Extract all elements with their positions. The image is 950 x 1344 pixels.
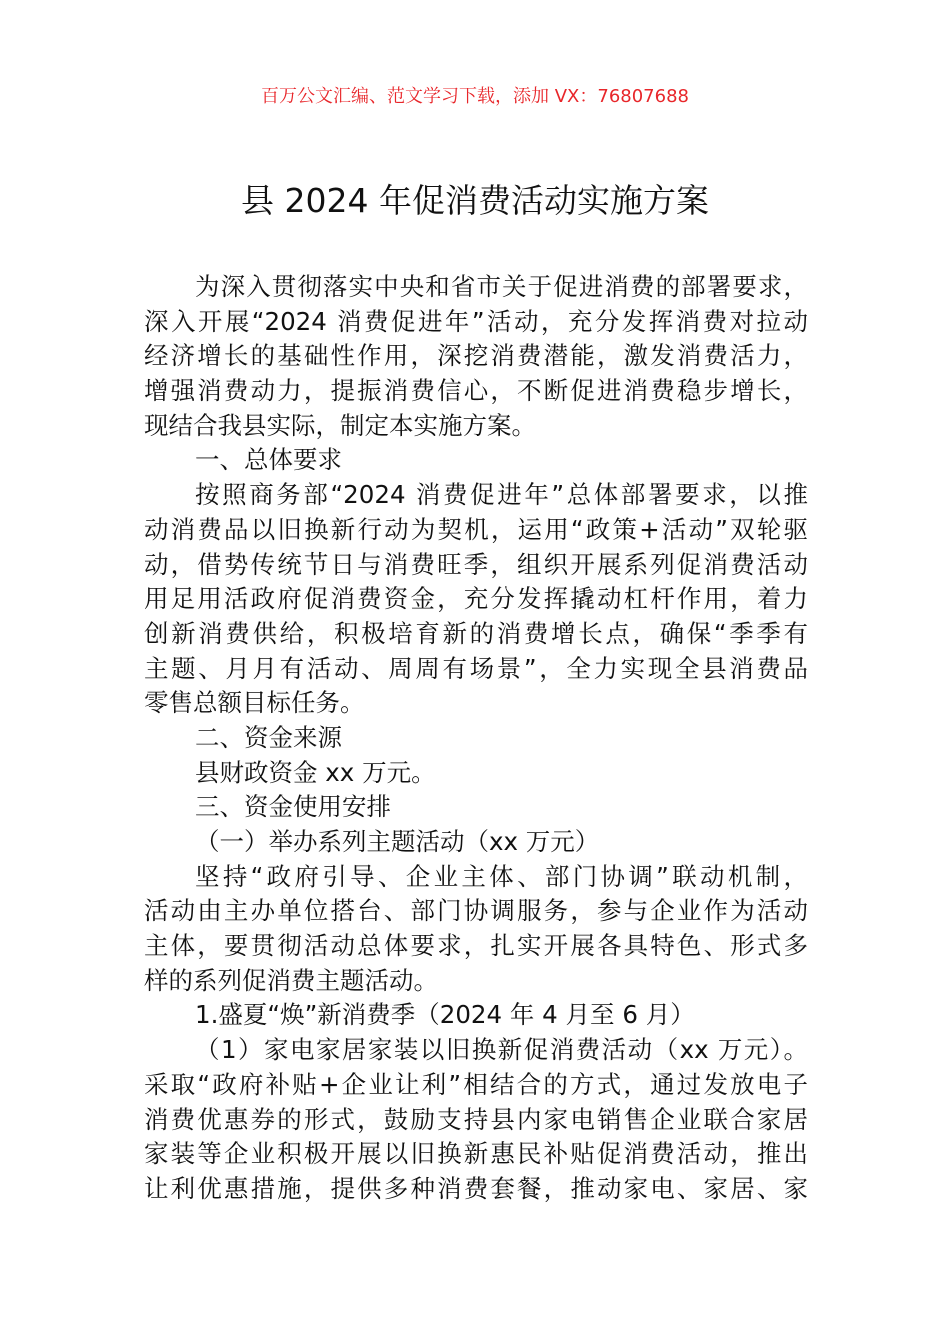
text-line: 让利优惠措施，提供多种消费套餐，推动家电、家居、家	[144, 1173, 808, 1203]
text-line: 二、资金来源	[195, 722, 342, 752]
text-line: 活动由主办单位搭台、部门协调服务，参与企业作为活动	[144, 896, 808, 926]
document-body	[144, 270, 808, 1207]
text-line: 现结合我县实际，制定本实施方案。	[144, 410, 536, 440]
text-line: 一、总体要求	[195, 445, 342, 475]
text-line: 主体，要贯彻活动总体要求，扎实开展各具特色、形式多	[144, 931, 808, 961]
text-line: 按照商务部“2024 消费促进年”总体部署要求，以推	[195, 480, 808, 510]
text-line: 消费优惠券的形式，鼓励支持县内家电销售企业联合家居	[144, 1104, 808, 1134]
watermark-banner: 百万公文汇编、范文学习下载，添加 VX：76807688	[261, 86, 689, 107]
text-line: 县财政资金 xx 万元。	[195, 757, 436, 787]
document-title: 县 2024 年促消费活动实施方案	[241, 181, 709, 220]
text-line: 创新消费供给，积极培育新的消费增长点，确保“季季有	[144, 618, 808, 648]
text-line: 坚持“政府引导、企业主体、部门协调”联动机制，	[195, 861, 808, 891]
text-line: 动消费品以旧换新行动为契机，运用“政策+活动”双轮驱	[144, 514, 808, 544]
text-line: 三、资金使用安排	[195, 792, 391, 822]
text-line: 样的系列促消费主题活动。	[144, 965, 438, 995]
text-line: 主题、月月有活动、周周有场景”，全力实现全县消费品	[144, 653, 808, 683]
text-line: 零售总额目标任务。	[144, 688, 365, 718]
text-line: 增强消费动力，提振消费信心，不断促进消费稳步增长，	[144, 376, 808, 406]
text-line: 采取“政府补贴+企业让利”相结合的方式，通过发放电子	[144, 1069, 808, 1099]
text-line: 为深入贯彻落实中央和省市关于促进消费的部署要求，	[195, 272, 808, 301]
text-line: （一）举办系列主题活动（xx 万元）	[195, 827, 600, 856]
text-line: 深入开展“2024 消费促进年”活动，充分发挥消费对拉动	[144, 306, 808, 336]
text-line: （1）家电家居家装以旧换新促消费活动（xx 万元）。	[195, 1035, 808, 1065]
text-line: 经济增长的基础性作用，深挖消费潜能，激发消费活力，	[144, 341, 808, 371]
text-line: 1.盛夏“焕”新消费季（2024 年 4 月至 6 月）	[195, 1000, 695, 1030]
text-line: 用足用活政府促消费资金，充分发挥撬动杠杆作用，着力	[144, 584, 808, 614]
text-line: 动，借势传统节日与消费旺季，组织开展系列促消费活动	[144, 549, 808, 579]
text-line: 家装等企业积极开展以旧换新惠民补贴促消费活动，推出	[144, 1139, 808, 1169]
